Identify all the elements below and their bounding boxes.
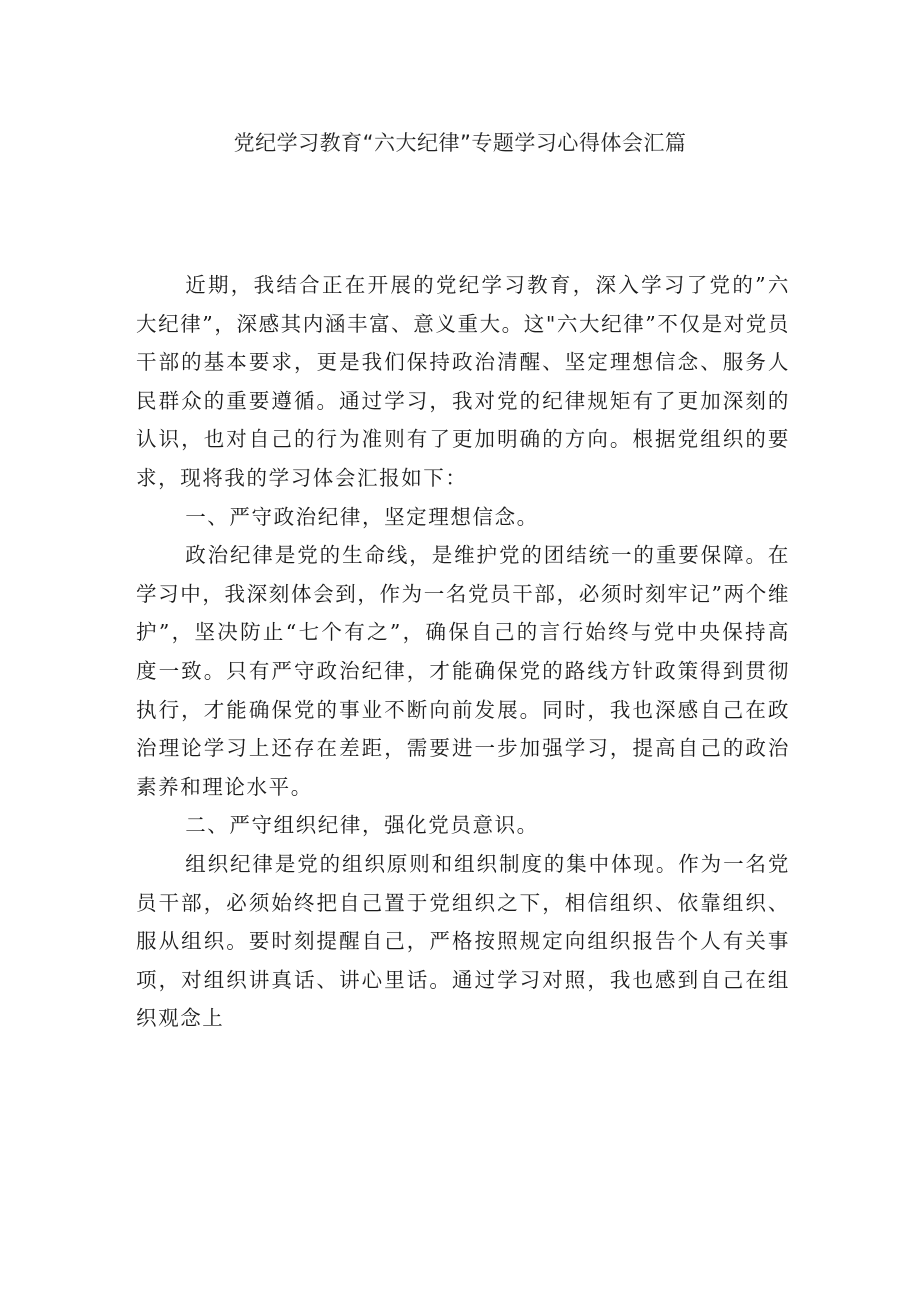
section-heading-organizational-discipline: 二、严守组织纪律，强化党员意识。 — [185, 813, 539, 838]
section-heading-political-discipline: 一、严守政治纪律，坚定理想信念。 — [185, 504, 539, 529]
document-title: 党纪学习教育“六大纪律”专题学习心得体会汇篇 — [233, 131, 687, 155]
intro-paragraph: 近期，我结合正在开展的党纪学习教育，深入学习了党的”六大纪律”，深感其内涵丰富、意义重大。这"六大纪律”不仅是对党员干部的基本要求，更是我们保持政治清醒、坚定理想信念、服务人民群众的重要遵循。通过学习，我对党的纪律规矩有了更加深刻的认识，也对自己的行为准则有了更加明确的方向。根据党组织的要求，现将我的学习体会汇报如下： — [136, 273, 790, 490]
organizational-discipline-paragraph: 组织纪律是党的组织原则和组织制度的集中体现。作为一名党员干部，必须始终把自己置于党组织之下，相信组织、依靠组织、服从组织。要时刻提醒自己，严格按照规定向组织报告个人有关事项，对组织讲真话、讲心里话。通过学习对照，我也感到自己在组织观念上 — [136, 851, 790, 1031]
political-discipline-paragraph: 政治纪律是党的生命线，是维护党的团结统一的重要保障。在学习中，我深刻体会到，作为一名党员干部，必须时刻牢记”两个维护”，坚决防止“七个有之”，确保自己的言行始终与党中央保持高度一致。只有严守政治纪律，才能确保党的路线方针政策得到贯彻执行，才能确保党的事业不断向前发展。同时，我也深感自己在政治理论学习上还存在差距，需要进一步加强学习，提高自己的政治素养和理论水平。 — [136, 543, 790, 799]
document-body — [136, 266, 790, 1038]
